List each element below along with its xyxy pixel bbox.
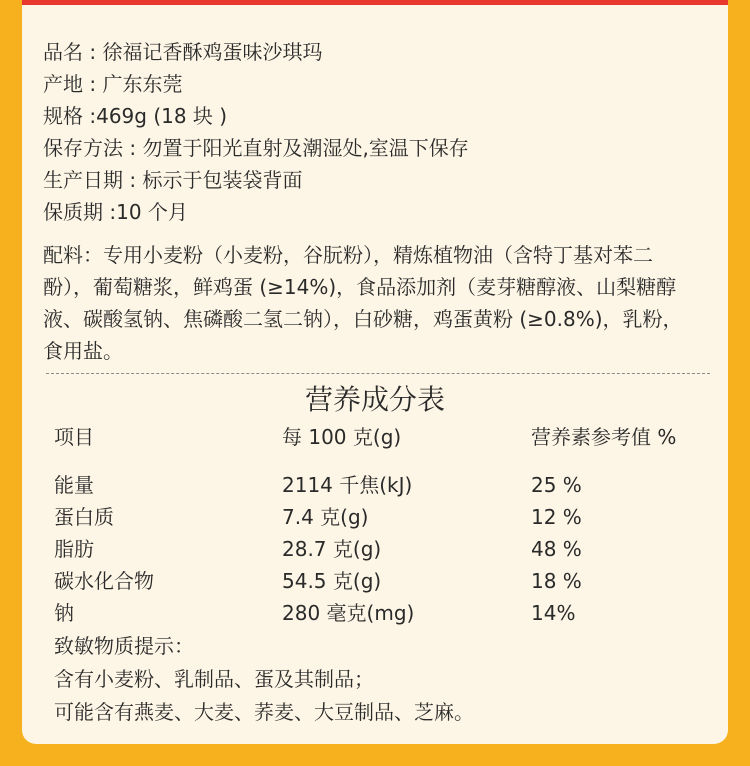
ingredients-line: 液、碳酸氢钠、焦磷酸二氢二钠），白砂糖，鸡蛋黄粉 (≥0.8%)，乳粉，: [43, 307, 683, 331]
allergen-contains: 含有小麦粉、乳制品、蛋及其制品；: [54, 667, 374, 691]
nutrient-amount: 2114 千焦(kJ): [282, 473, 413, 497]
product-origin: 产地 : 广东东莞: [43, 72, 183, 96]
ingredients-block: [43, 239, 713, 367]
top-red-strip: [22, 0, 728, 5]
ingredients-line: 酚），葡萄糖浆，鲜鸡蛋 (≥14%)，食品添加剂（麦芽糖醇液、山梨糖醇: [43, 275, 677, 299]
header-nrv: 营养素参考值 %: [531, 425, 677, 449]
ingredients-line: 配料：专用小麦粉（小麦粉，谷朊粉），精炼植物油（含特丁基对苯二: [43, 243, 653, 267]
nutrient-nrv: 14%: [531, 601, 576, 625]
table-row: [22, 597, 728, 629]
nutrient-amount: 280 毫克(mg): [282, 601, 415, 625]
nutrition-header-row: [22, 421, 728, 453]
nutrient-nrv: 48 %: [531, 537, 582, 561]
storage-method: 保存方法 : 勿置于阳光直射及潮湿处,室温下保存: [43, 136, 469, 160]
nutrient-name: 脂肪: [54, 537, 94, 561]
nutrient-nrv: 25 %: [531, 473, 582, 497]
header-item: 项目: [54, 425, 94, 449]
header-per-100g: 每 100 克(g): [282, 425, 402, 449]
nutrient-nrv: 18 %: [531, 569, 582, 593]
nutrient-nrv: 12 %: [531, 505, 582, 529]
nutrient-name: 能量: [54, 473, 94, 497]
dashed-divider: [46, 373, 710, 374]
shelf-life: 保质期 :10 个月: [43, 200, 188, 224]
production-date: 生产日期 : 标示于包装袋背面: [43, 168, 303, 192]
nutrient-name: 碳水化合物: [54, 569, 154, 593]
nutrient-amount: 7.4 克(g): [282, 505, 369, 529]
product-spec: 规格 :469g (18 块 ): [43, 104, 228, 128]
allergen-notice: [54, 630, 714, 729]
nutrient-name: 蛋白质: [54, 505, 114, 529]
table-row: [22, 469, 728, 501]
nutrient-name: 钠: [54, 601, 74, 625]
allergen-may-contain: 可能含有燕麦、大麦、荞麦、大豆制品、芝麻。: [54, 700, 474, 724]
allergen-title: 致敏物质提示：: [54, 634, 194, 658]
table-row: [22, 501, 728, 533]
product-info-card: [22, 0, 728, 744]
product-name: 品名 : 徐福记香酥鸡蛋味沙琪玛: [43, 40, 323, 64]
product-info-block: [43, 36, 713, 228]
ingredients-line: 食用盐。: [43, 339, 123, 363]
nutrient-amount: 28.7 克(g): [282, 537, 382, 561]
table-row: [22, 533, 728, 565]
table-row: [22, 565, 728, 597]
nutrient-amount: 54.5 克(g): [282, 569, 382, 593]
nutrition-table-title: 营养成分表: [304, 383, 445, 416]
